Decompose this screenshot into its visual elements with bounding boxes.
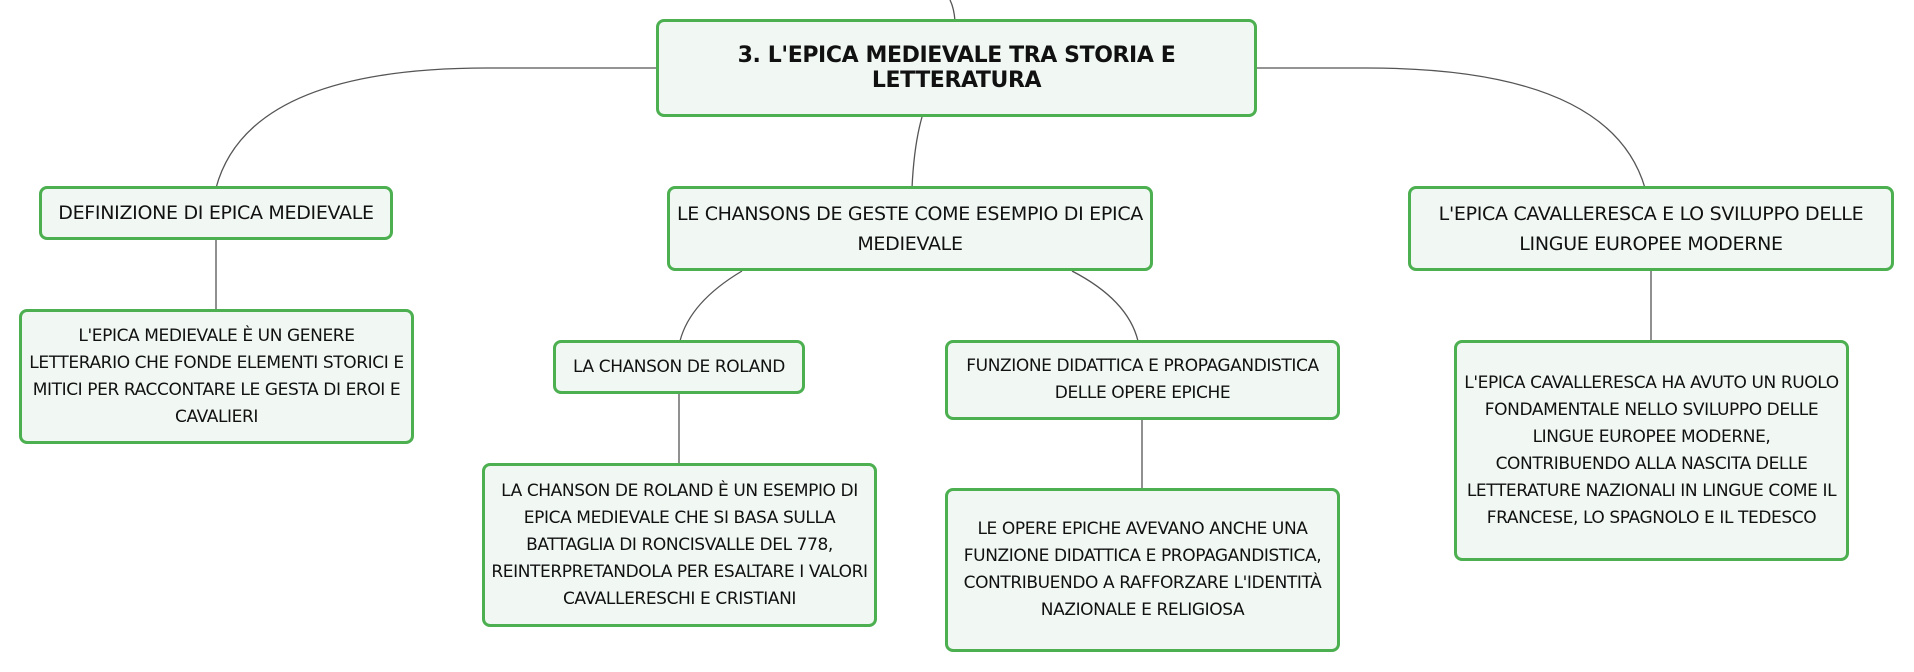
node-definizione-label: DEFINIZIONE DI EPICA MEDIEVALE: [58, 202, 374, 224]
node-epica-cavalleresca[interactable]: [1408, 186, 1894, 271]
node-chansons-de-geste-label: LE CHANSONS DE GESTE COME ESEMPIO DI EPICA MEDIEVALE: [676, 202, 1144, 255]
connector-chansons-to-funzione: [1072, 271, 1138, 341]
root-node-label: 3. L'EPICA MEDIEVALE TRA STORIA E LETTERATURA: [737, 43, 1176, 93]
node-epica-cavalleresca-detail-text: L'EPICA CAVALLERESCA HA AVUTO UN RUOLO FONDAMENTALE NELLO SVILUPPO DELLE LINGUE EUROPEE MODERNE, CONTRIBUENDO ALLA NASCITA DELLE LETTERATURE NAZIONALI IN LINGUE COME IL FRANCESE, LO SPAGNOLO E IL TEDESCO: [1464, 372, 1839, 528]
node-chanson-de-roland-detail[interactable]: [482, 463, 877, 627]
connector-chansons-to-roland: [680, 271, 742, 341]
root-node[interactable]: [656, 19, 1257, 117]
node-epica-cavalleresca-label: L'EPICA CAVALLERESCA E LO SVILUPPO DELLE LINGUE EUROPEE MODERNE: [1438, 202, 1864, 255]
connector-root-to-chansons: [912, 117, 922, 188]
node-chansons-de-geste[interactable]: [667, 186, 1153, 271]
connector-root-to-definizione: [216, 68, 656, 188]
node-funzione-didattica-label: FUNZIONE DIDATTICA E PROPAGANDISTICA DELLE OPERE EPICHE: [966, 356, 1319, 403]
connector-root-to-cavalleresca: [1257, 68, 1645, 188]
node-definizione-detail-text: L'EPICA MEDIEVALE È UN GENERE LETTERARIO CHE FONDE ELEMENTI STORICI E MITICI PER RACCONTARE LE GESTA DI EROI E CAVALIERI: [29, 325, 404, 427]
node-epica-cavalleresca-detail[interactable]: [1454, 340, 1849, 561]
node-definizione-detail[interactable]: [19, 309, 414, 444]
node-chanson-de-roland[interactable]: [553, 340, 805, 394]
node-chanson-de-roland-label: LA CHANSON DE ROLAND: [573, 356, 785, 377]
node-funzione-didattica-detail[interactable]: [945, 488, 1340, 652]
node-funzione-didattica[interactable]: [945, 340, 1340, 420]
node-definizione[interactable]: [39, 186, 393, 240]
node-funzione-didattica-detail-text: LE OPERE EPICHE AVEVANO ANCHE UNA FUNZIONE DIDATTICA E PROPAGANDISTICA, CONTRIBUENDO A RAFFORZARE L'IDENTITÀ NAZIONALE E RELIGIOSA: [963, 519, 1322, 620]
node-chanson-de-roland-detail-text: LA CHANSON DE ROLAND È UN ESEMPIO DI EPICA MEDIEVALE CHE SI BASA SULLA BATTAGLIA DI RONCISVALLE DEL 778, REINTERPRETANDOLA PER ESALTARE I VALORI CAVALLERESCHI E CRISTIANI: [491, 480, 868, 609]
connector-root-up: [950, 0, 955, 21]
